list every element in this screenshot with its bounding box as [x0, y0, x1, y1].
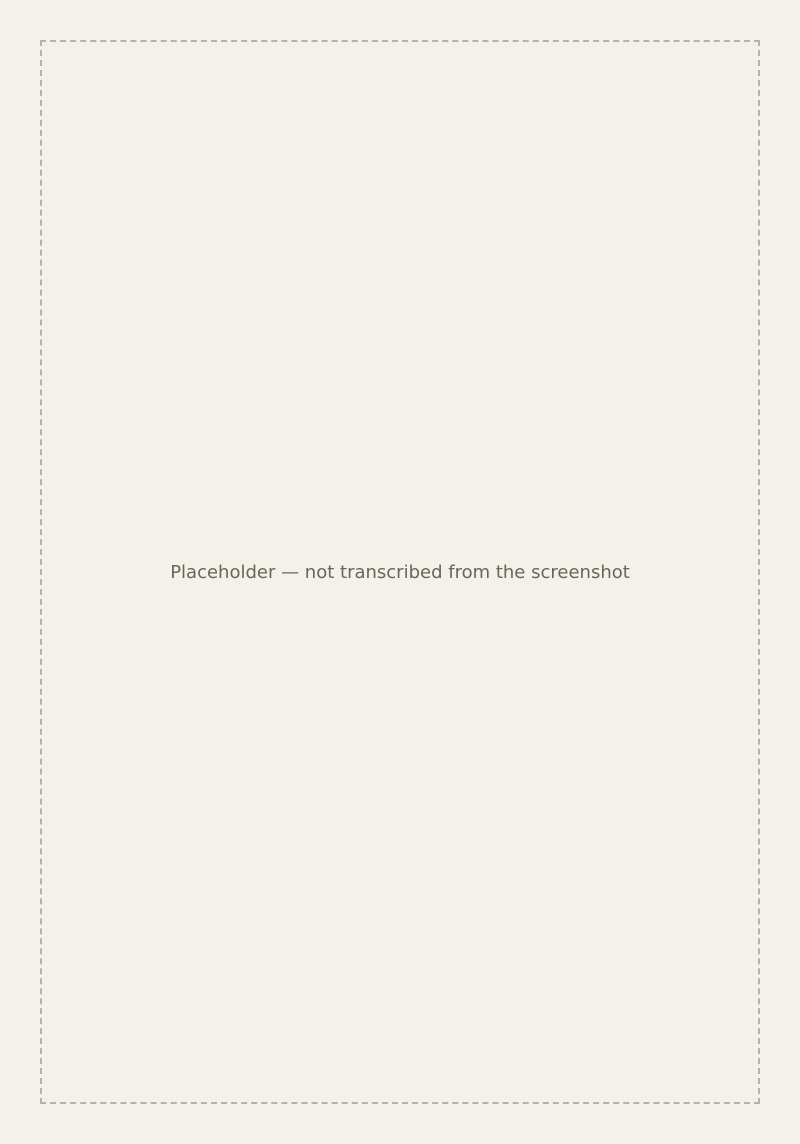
- placeholder: Placeholder — not transcribed from the screenshot: [40, 40, 760, 1104]
